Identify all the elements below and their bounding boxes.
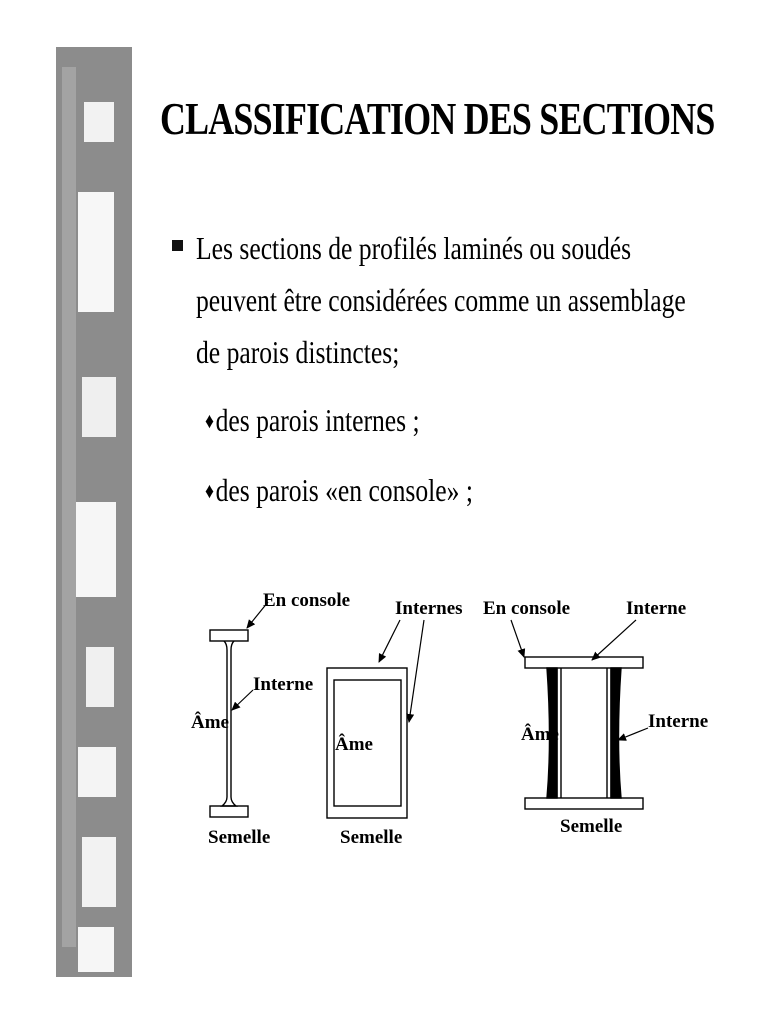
label-internes: Internes <box>395 598 463 619</box>
label-semelle: Semelle <box>208 827 271 848</box>
label-ame: Âme <box>521 724 559 745</box>
sub-item-text: des parois internes ; <box>215 402 420 438</box>
label-interne: Interne <box>626 598 687 619</box>
label-ame: Âme <box>191 712 229 733</box>
label-ame: Âme <box>335 734 373 755</box>
bullet-line: Les sections de profilés laminés ou soudés <box>196 230 632 266</box>
diamond-bullet-icon: ♦ <box>205 408 214 433</box>
label-semelle: Semelle <box>560 816 623 837</box>
diamond-bullet-icon: ♦ <box>205 478 214 503</box>
bullet-line: peuvent être considérées comme un assemblage <box>196 282 686 318</box>
page-title: CLASSIFICATION DES SECTIONS <box>160 93 715 144</box>
label-en-console: En console <box>263 590 351 611</box>
label-interne: Interne <box>253 674 314 695</box>
label-en-console: En console <box>483 598 571 619</box>
sub-item-text: des parois «en console» ; <box>215 472 473 508</box>
bullet-line: de parois distinctes; <box>196 334 400 370</box>
label-interne: Interne <box>648 711 709 732</box>
label-semelle: Semelle <box>340 827 403 848</box>
